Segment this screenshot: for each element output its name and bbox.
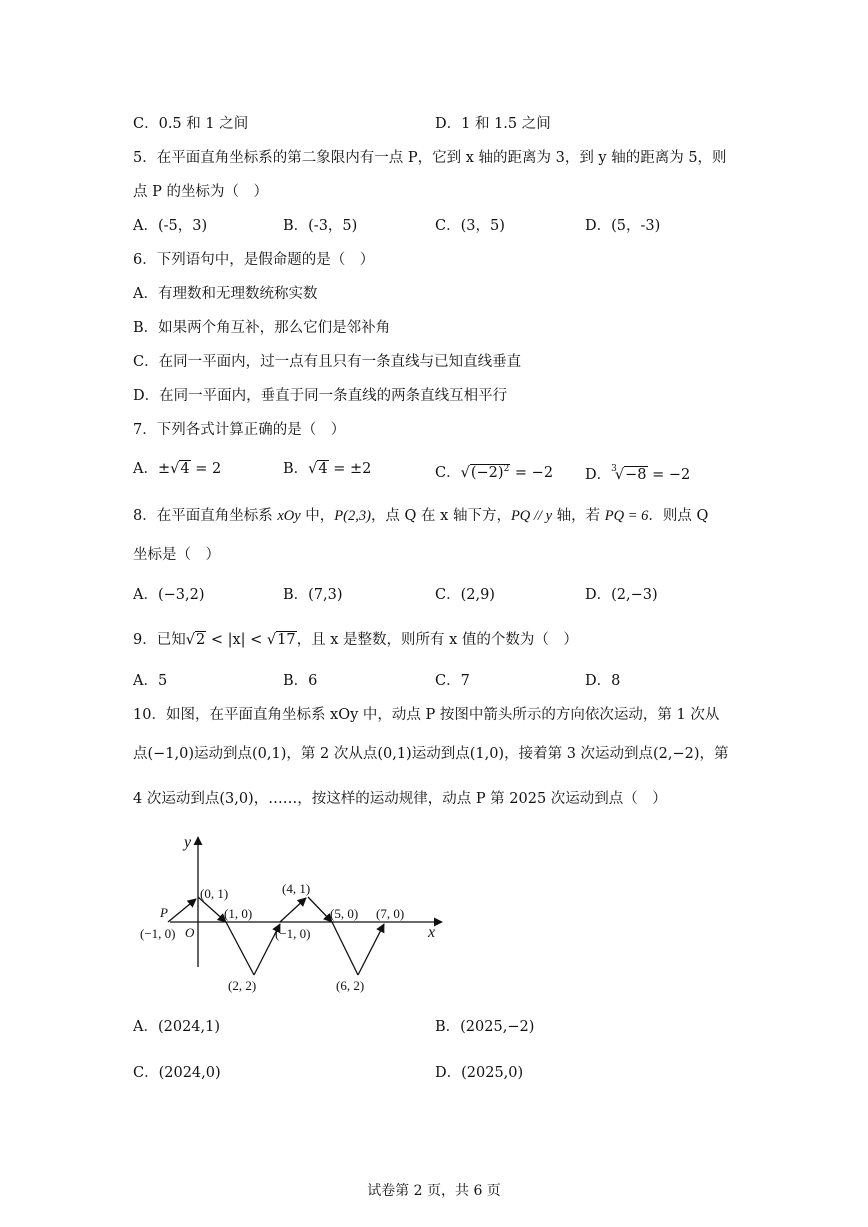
label-6-2: (6, 2) [336, 978, 365, 993]
q6-option-b: B．如果两个角互补，那么它们是邻补角 [133, 320, 391, 336]
segment-5 [280, 898, 306, 922]
q8-option-b: B．(7,3) [283, 587, 343, 603]
q7-stem: 7．下列各式计算正确的是（ ） [133, 422, 346, 438]
q8-text-2: 中， [300, 508, 335, 524]
q5-option-c: C．(3，5) [435, 218, 505, 234]
q8-option-a: A．(−3,2) [133, 587, 205, 603]
q8-option-c: C．(2,9) [435, 587, 495, 603]
point-p-label: P [160, 905, 168, 920]
q7-d-label: D． [585, 467, 612, 483]
q7-option-a: A．±√4 = 2 [133, 461, 222, 477]
label-5-0: (5, 0) [330, 906, 359, 921]
q7-b-label: B． [283, 461, 309, 477]
q5-option-a: A．(-5，3) [133, 218, 208, 234]
q6-option-d: D．在同一平面内，垂直于同一条直线的两条直线互相平行 [133, 388, 508, 404]
q8-xoy: xOy [277, 508, 301, 524]
q9-option-a: A．5 [133, 673, 168, 689]
q7-c-result: = −2 [510, 464, 554, 481]
q10-option-b: B．(2025,−2) [435, 1019, 535, 1035]
q7-a-label: A． [133, 461, 158, 477]
q7-c-exponent: 2 [503, 464, 510, 474]
q10-option-c: C．(2024,0) [133, 1065, 221, 1081]
q7-b-result: = ±2 [328, 461, 372, 477]
q8-text-5: ．则点 Q [648, 508, 709, 524]
label-1-0: (1, 0) [224, 906, 253, 921]
x-axis-label: x [428, 924, 436, 941]
q10-stem-line2: 点(−1,0)运动到点(0,1)，第 2 次从点(0,1)运动到点(1,0)，接着第 3 次运动到点(2,−2)，第 [133, 746, 729, 762]
q9-radicand-2: 17 [277, 632, 296, 648]
label-0-1: (0, 1) [200, 886, 229, 901]
q7-d-result: = −2 [647, 467, 691, 483]
q5-option-b: B．(-3，5) [283, 218, 358, 234]
q8-stem-line2: 坐标是（ ） [133, 547, 220, 563]
q8-text-4: 轴，若 [552, 508, 605, 524]
q9-abs-x: < |x| < [206, 632, 267, 648]
label-m1-0: (−1, 0) [140, 926, 176, 941]
q10-stem-line1: 10．如图，在平面直角坐标系 xOy 中，动点 P 按图中箭头所示的方向依次运动，第 1 次从 [133, 707, 720, 723]
q8-option-d: D．(2,−3) [585, 587, 658, 603]
q5-stem-line1: 5．在平面直角坐标系的第二象限内有一点 P，它到 x 轴的距离为 3，到 y 轴的距离为 5，则 [133, 150, 727, 166]
label-7-0: (7, 0) [376, 906, 405, 921]
q8-pq-length: PQ = 6 [604, 508, 649, 524]
q7-c-radicand: (−2) [470, 464, 504, 481]
segment-3 [226, 922, 254, 975]
q7-a-pm: ± [157, 461, 171, 477]
q7-b-radicand: 4 [318, 461, 328, 477]
q7-option-d: D．$^3$√−8 = −2 [585, 464, 691, 483]
q6-option-c: C．在同一平面内，过一点有且只有一条直线与已知直线垂直 [133, 354, 522, 370]
q7-option-c: C．$√(-2)^2 = -2$ [435, 464, 554, 481]
q8-point-p: P(2,3) [334, 508, 371, 524]
q7-c-label: C． [435, 464, 461, 481]
q4-option-d: D．1 和 1.5 之间 [435, 116, 551, 132]
q9-text-2: ，且 x 是整数，则所有 x 值的个数为（ ） [296, 632, 578, 648]
q10-option-d: D．(2025,0) [435, 1065, 524, 1081]
q5-option-d: D．(5，-3) [585, 218, 661, 234]
q7-option-b: B．√4 = ±2 [283, 461, 372, 477]
q7-c-radicand-box [470, 464, 510, 481]
q10-stem-line3: 4 次运动到点(3,0)，……，按这样的运动规律，动点 P 第 2025 次运动到点（ ） [133, 791, 667, 807]
q10-option-a: A．(2024,1) [133, 1019, 221, 1035]
q9-stem: 9．已知√2 < |x| < √17，且 x 是整数，则所有 x 值的个数为（ ） [133, 632, 578, 648]
q9-text-1: 9．已知 [133, 632, 186, 648]
q8-text-1: 8．在平面直角坐标系 [133, 508, 278, 524]
y-axis-label: y [184, 834, 192, 851]
label-2-2: (2, 2) [228, 978, 257, 993]
q7-a-result: = 2 [190, 461, 222, 477]
q6-option-a: A．有理数和无理数统称实数 [133, 286, 318, 302]
q9-option-d: D．8 [585, 673, 621, 689]
q9-option-c: C．7 [435, 673, 470, 689]
segment-8 [358, 924, 384, 975]
q6-stem: 6．下列语句中，是假命题的是（ ） [133, 252, 375, 268]
q9-option-b: B．6 [283, 673, 318, 689]
q8-pq-parallel: PQ // y [510, 508, 553, 524]
label-4-1: (4, 1) [282, 881, 311, 896]
motion-path-figure [130, 825, 450, 1000]
segment-7 [332, 922, 358, 975]
page-footer: 试卷第 2 页，共 6 页 [367, 1183, 501, 1199]
segment-1 [168, 899, 196, 922]
q7-d-root-index: 3 [611, 464, 617, 474]
q7-d-radicand: −8 [625, 467, 647, 483]
q9-radicand-1: 2 [195, 632, 206, 648]
segment-6 [308, 897, 332, 922]
q8-text-3: ，点 Q 在 x 轴下方， [370, 508, 511, 524]
label-3-0: (−1, 0) [275, 926, 311, 941]
q8-stem-line1 [133, 506, 708, 526]
q4-option-c: C．0.5 和 1 之间 [133, 116, 249, 132]
q5-stem-line2: 点 P 的坐标为（ ） [133, 184, 268, 200]
q7-a-radicand: 4 [180, 461, 190, 477]
origin-label: O [185, 925, 195, 940]
